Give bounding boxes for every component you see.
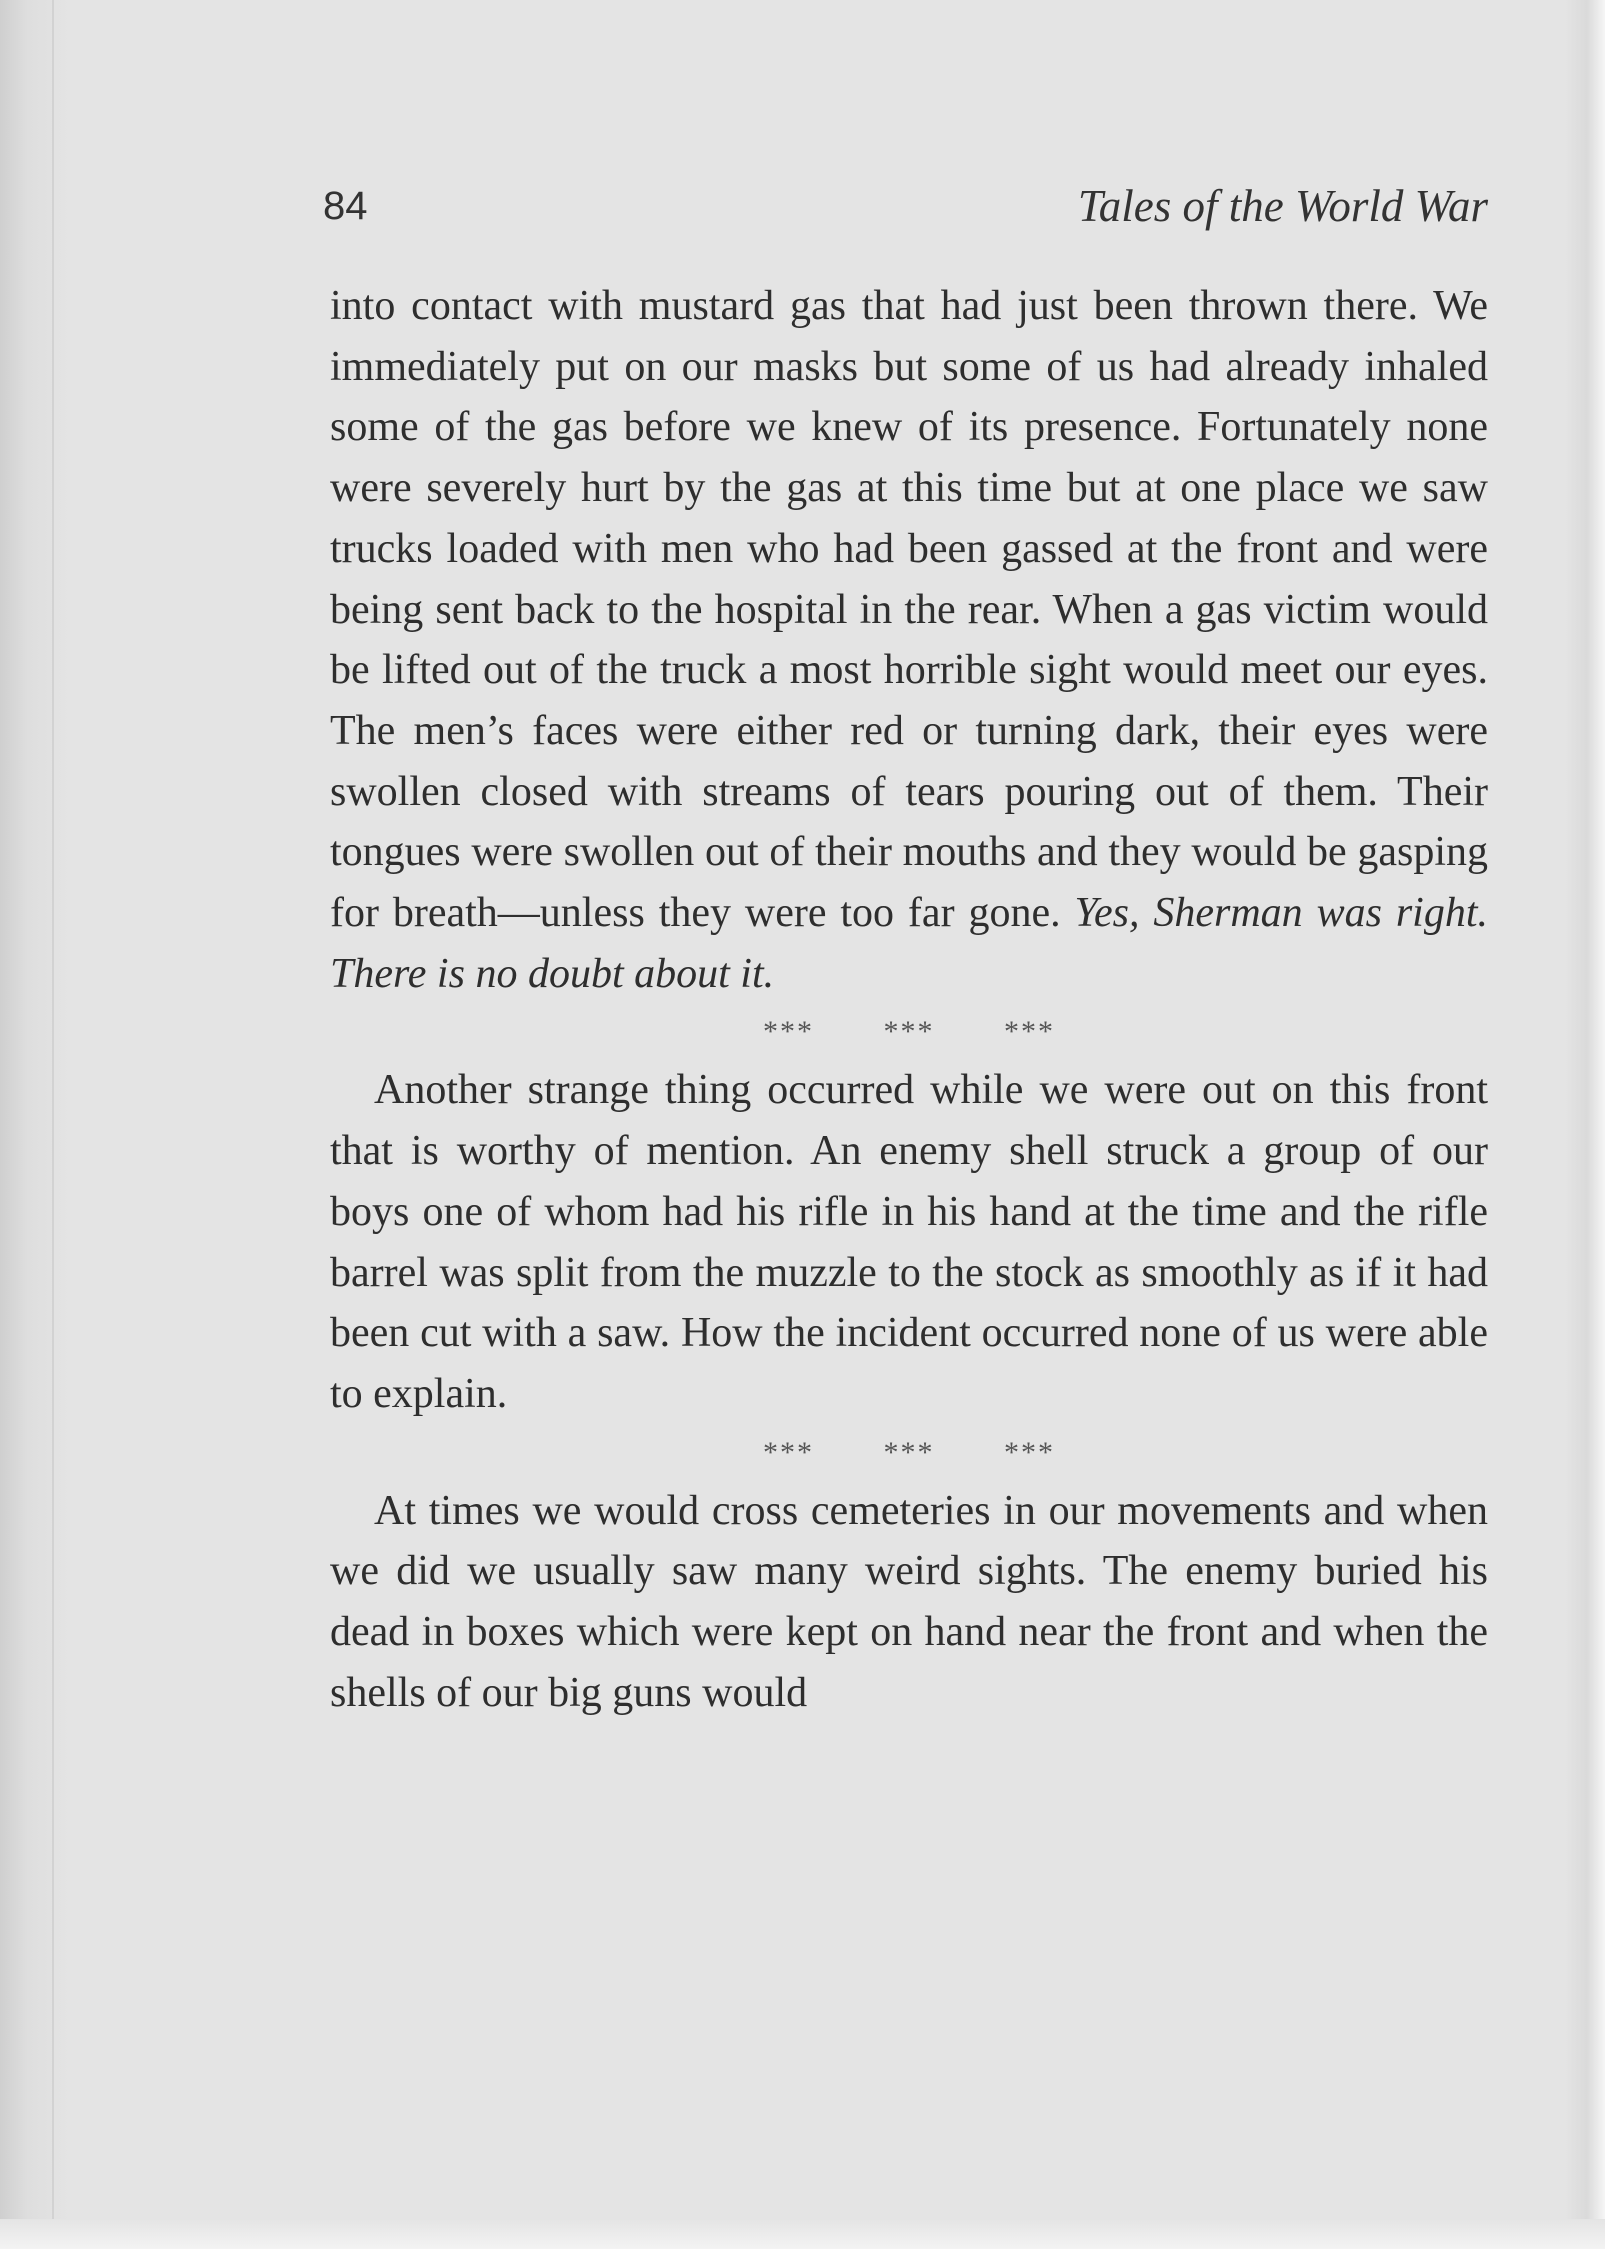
asterism: ***	[763, 1435, 814, 1469]
page-binding-shadow	[0, 0, 70, 2249]
running-title: Tales of the World War	[1077, 181, 1488, 231]
asterism: ***	[1004, 1015, 1055, 1049]
page-number: 84	[323, 184, 368, 228]
running-header	[323, 176, 1488, 236]
section-separator	[330, 1004, 1488, 1060]
asterism: ***	[883, 1435, 935, 1469]
page-right-edge	[1565, 0, 1605, 2249]
binding-line	[52, 0, 54, 2249]
page-body	[330, 276, 1488, 1723]
asterism: ***	[1004, 1435, 1055, 1469]
asterism: ***	[763, 1015, 814, 1049]
asterism: ***	[883, 1015, 935, 1049]
italic-remark: Yes, Sherman was right. There is no doubt about it.	[330, 890, 1488, 997]
section-separator	[330, 1425, 1488, 1481]
paragraph-text: into contact with mustard gas that had just been thrown there. We immediately put on our masks but some of us had already inhaled some of the gas before we knew of its presence. Fortunately none were severely hurt by the gas at this time but at one place we saw trucks loaded with men who had been gassed at the front and were being sent back to the hospital in the rear. When a gas victim would be lifted out of the truck a most horrible sight would meet our eyes. The men’s faces were either red or turning dark, their eyes were swollen closed with streams of tears pouring out of them. Their tongues were swollen out of their mouths and they would be gasping for breath—unless they were too far gone.	[330, 283, 1488, 937]
paragraph-rifle: Another strange thing occurred while we were out on this front that is worthy of mention. An enemy shell struck a group of our boys one of whom had his rifle in his hand at the time and the rifle barrel was split from the muzzle to the stock as smoothly as if it had been cut with a saw. How the incident occurred none of us were able to explain.	[330, 1067, 1488, 1417]
page-bottom-edge	[0, 2219, 1605, 2249]
paragraph-cemeteries: At times we would cross cemeteries in our movements and when we did we usually saw many weird sights. The enemy buried his dead in boxes which were kept on hand near the front and when the shells of our big guns would	[330, 1487, 1488, 1716]
paragraph-continued	[330, 276, 1488, 1004]
